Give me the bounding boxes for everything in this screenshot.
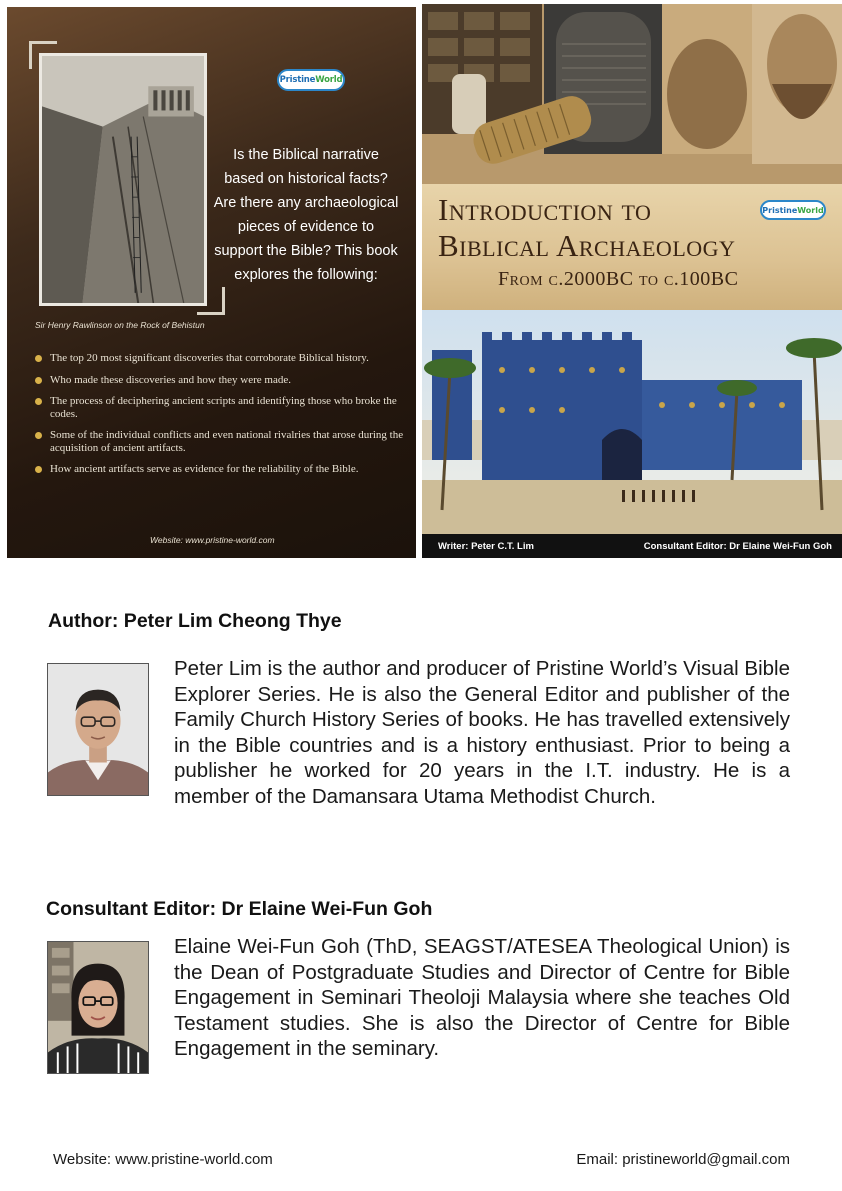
writer-credit: Writer: Peter C.T. Lim	[438, 540, 534, 552]
bullet-text: The process of deciphering ancient scripts and identifying those who broke the codes.	[50, 395, 397, 420]
footer-website: Website: www.pristine-world.com	[53, 1151, 273, 1168]
pristine-world-logo	[277, 69, 345, 91]
bullet-dot-icon	[35, 398, 42, 405]
rawlinson-rock-photo	[39, 53, 207, 306]
consultant-credit: Consultant Editor: Dr Elaine Wei-Fun Goh	[643, 540, 832, 552]
book-subtitle: From c.2000BC to c.100BC	[498, 268, 739, 290]
list-item	[35, 429, 415, 454]
bullet-dot-icon	[35, 466, 42, 473]
back-cover-question: Is the Biblical narrative based on historical facts? Are there any archaeological pieces of evidence to support the Bible? This book explores the following:	[213, 147, 399, 283]
pristine-world-logo-front	[760, 200, 826, 220]
artifacts-collage-image	[422, 4, 842, 194]
back-cover	[7, 7, 416, 558]
author-bio: Peter Lim is the author and producer of Pristine World’s Visual Bible Explorer Series. He is also the General Editor and publisher of the Family Church History Series of books. He has travelled extensively in the Bible countries and is a history enthusiast. Prior to being a publisher he worked for 20 years in the I.T. industry. He is a member of the Damansara Utama Methodist Church.	[174, 657, 790, 808]
logo-text-world: World	[315, 75, 343, 85]
footer-email: Email: pristineworld@gmail.com	[576, 1151, 790, 1168]
back-cover-bullet-list	[35, 352, 415, 485]
ishtar-gate-image	[422, 310, 842, 536]
bullet-dot-icon	[35, 377, 42, 384]
book-title-line-2: Biblical Archaeology	[438, 228, 736, 263]
bullet-dot-icon	[35, 355, 42, 362]
author-photo	[47, 663, 149, 796]
logo-text-world: World	[797, 205, 824, 215]
book-title-line-1: Introduction to	[438, 192, 652, 227]
list-item	[35, 463, 415, 476]
front-cover-credits-bar	[422, 534, 842, 558]
bullet-dot-icon	[35, 432, 42, 439]
list-item	[35, 352, 415, 365]
front-cover	[422, 4, 842, 558]
bullet-text: Some of the individual conflicts and even national rivalries that arose during the acquisition of ancient artifacts.	[50, 429, 404, 454]
bullet-text: How ancient artifacts serve as evidence for the reliability of the Bible.	[50, 463, 359, 475]
editor-bio: Elaine Wei-Fun Goh (ThD, SEAGST/ATESEA Theological Union) is the Dean of Postgraduate Studies and Director of Centre for Bible Engagement in Seminari Theoloji Malaysia where she teaches Old Testament studies. She is also the Director of Centre for Bible Engagement in the seminary.	[174, 935, 790, 1061]
bullet-text: The top 20 most significant discoveries that corroborate Biblical history.	[50, 352, 369, 364]
author-heading: Author: Peter Lim Cheong Thye	[48, 610, 342, 632]
logo-text-pristine: Pristine	[762, 205, 798, 215]
editor-heading: Consultant Editor: Dr Elaine Wei-Fun Goh	[46, 898, 433, 920]
list-item	[35, 395, 415, 420]
photo-caption: Sir Henry Rawlinson on the Rock of Behistun	[35, 320, 205, 330]
bullet-text: Who made these discoveries and how they were made.	[50, 373, 291, 386]
editor-photo	[47, 941, 149, 1074]
logo-text-pristine: Pristine	[279, 75, 316, 85]
list-item	[35, 374, 415, 387]
back-cover-website: Website: www.pristine-world.com	[150, 535, 275, 545]
